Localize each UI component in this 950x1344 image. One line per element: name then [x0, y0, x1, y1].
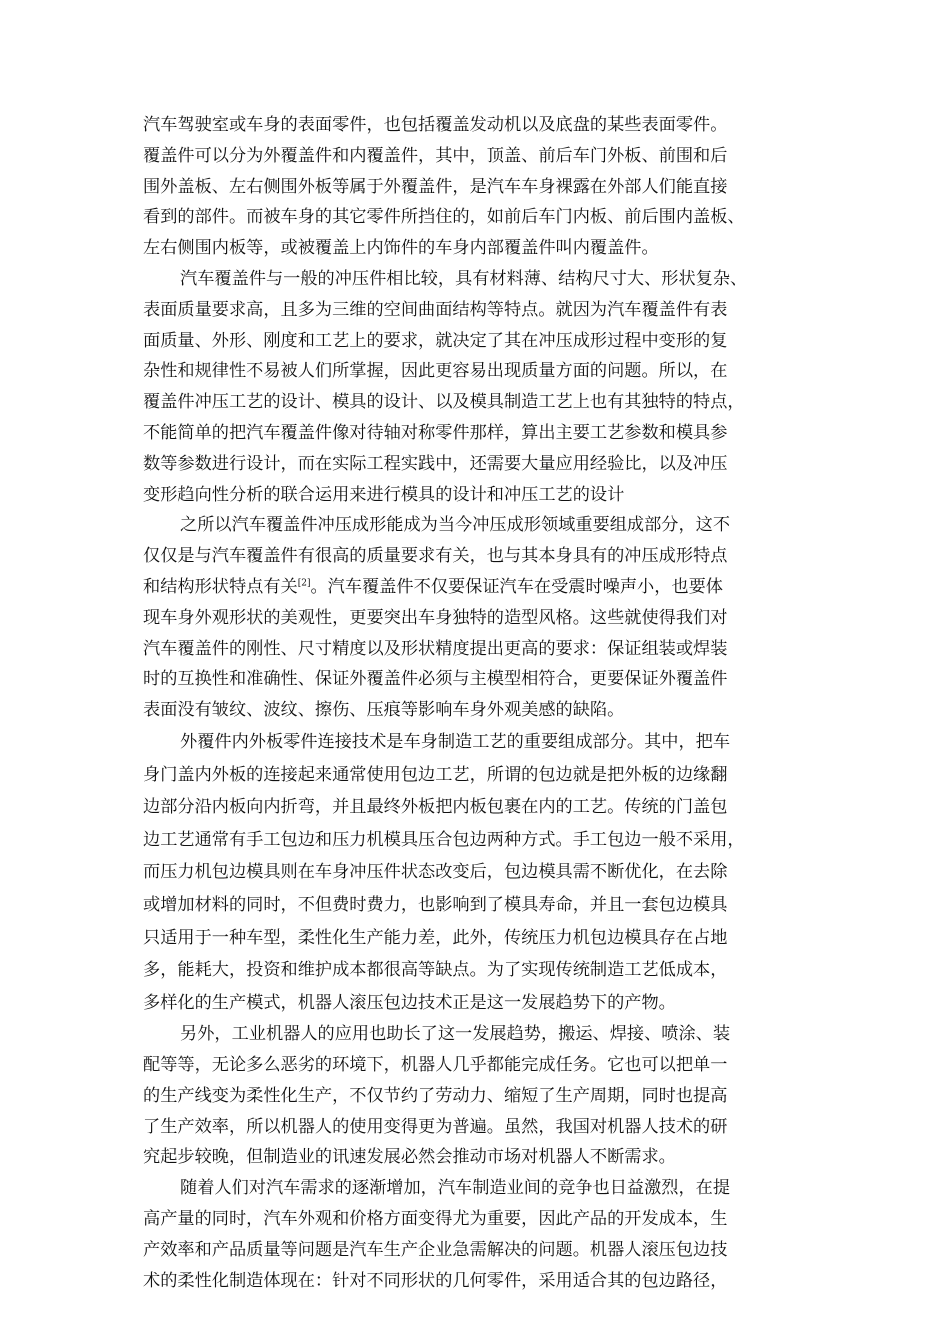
- text-line: 而压力机包边模具则在车身冲压件状态改变后，包边模具需不断优化，在去除: [143, 862, 728, 883]
- text-line: 配等等，无论多么恶劣的环境下，机器人几乎都能完成任务。它也可以把单一: [143, 1055, 728, 1076]
- text-line: 或增加材料的同时，不但费时费力，也影响到了模具寿命，并且一套包边模具: [143, 894, 728, 915]
- paragraph-6: [143, 1173, 808, 1296]
- text-line: 覆盖件可以分为外覆盖件和内覆盖件，其中，顶盖、前后车门外板、前围和后: [143, 145, 728, 166]
- text-segment: 。汽车覆盖件不仅要保证汽车在受震时噪声小，也要体: [310, 576, 723, 597]
- text-line: 外覆件内外板零件连接技术是车身制造工艺的重要组成部分。其中，把车: [180, 731, 731, 752]
- text-line: 汽车覆盖件的刚性、尺寸精度以及形状精度提出更高的要求：保证组装或焊装: [143, 638, 728, 659]
- text-line: [143, 572, 808, 603]
- text-line: 现车身外观形状的美观性，更要突出车身独特的造型风格。这些就使得我们对: [143, 607, 728, 628]
- text-line: 边工艺通常有手工包边和压力机模具压合包边两种方式。手工包边一般不采用，: [143, 829, 745, 850]
- text-line: 表面质量要求高，且多为三维的空间曲面结构等特点。就因为汽车覆盖件有表: [143, 299, 728, 320]
- text-line: 仅仅是与汽车覆盖件有很高的质量要求有关，也与其本身具有的冲压成形特点: [143, 546, 728, 567]
- text-line: 变形趋向性分析的联合运用来进行模具的设计和冲压工艺的设计: [143, 484, 625, 505]
- text-segment: 和结构形状特点有关: [143, 576, 298, 597]
- text-line: 随着人们对汽车需求的逐渐增加，汽车制造业间的竞争也日益激烈，在提: [180, 1178, 731, 1199]
- text-line: 时的互换性和准确性、保证外覆盖件必须与主模型相符合，更要保证外覆盖件: [143, 669, 728, 690]
- text-line: 究起步较晚，但制造业的讯速发展必然会推动市场对机器人不断需求。: [143, 1147, 676, 1168]
- text-line: 产效率和产品质量等问题是汽车生产企业急需解决的问题。机器人滚压包边技: [143, 1239, 728, 1260]
- text-line: 不能简单的把汽车覆盖件像对待轴对称零件那样，算出主要工艺参数和模具参: [143, 422, 728, 443]
- paragraph-1: [143, 110, 808, 264]
- paragraph-2: [143, 264, 808, 510]
- text-line: 汽车驾驶室或车身的表面零件，也包括覆盖发动机以及底盘的某些表面零件。: [143, 115, 728, 135]
- text-line: 之所以汽车覆盖件冲压成形能成为当今冲压成形领域重要组成部分，这不: [180, 515, 731, 536]
- text-line: 覆盖件冲压工艺的设计、模具的设计、以及模具制造工艺上也有其独特的特点，: [143, 392, 745, 413]
- text-line: 左右侧围内板等，或被覆盖上内饰件的车身内部覆盖件叫内覆盖件。: [143, 238, 659, 259]
- paragraph-5: [143, 1019, 808, 1173]
- text-line: 身门盖内外板的连接起来通常使用包边工艺，所谓的包边就是把外板的边缘翻: [143, 764, 728, 785]
- text-line: 高产量的同时，汽车外观和价格方面变得尤为重要，因此产品的开发成本，生: [143, 1209, 728, 1230]
- text-line: 汽车覆盖件与一般的冲压件相比较，具有材料薄、结构尺寸大、形状复杂、: [180, 268, 748, 289]
- text-line: 了生产效率，所以机器人的使用变得更为普遍。虽然，我国对机器人技术的研: [143, 1116, 728, 1137]
- text-line: 边部分沿内板向内折弯，并且最终外板把内板包裹在内的工艺。传统的门盖包: [143, 797, 728, 818]
- text-line: 表面没有皱纹、波纹、擦伤、压痕等影响车身外观美感的缺陷。: [143, 700, 625, 721]
- citation-ref: [2]: [297, 578, 311, 589]
- text-line: 围外盖板、左右侧围外板等属于外覆盖件，是汽车车身裸露在外部人们能直接: [143, 176, 728, 197]
- text-line: 的生产线变为柔性化生产，不仅节约了劳动力、缩短了生产周期，同时也提高: [143, 1085, 728, 1106]
- text-line: 面质量、外形、刚度和工艺上的要求，就决定了其在冲压成形过程中变形的复: [143, 330, 728, 351]
- text-line: 杂性和规律性不易被人们所掌握，因此更容易出现质量方面的问题。所以，在: [143, 361, 728, 382]
- text-line: 多，能耗大，投资和维护成本都很高等缺点。为了实现传统制造工艺低成本，: [143, 960, 728, 981]
- document-page: [143, 110, 808, 1296]
- paragraph-3: [143, 510, 808, 726]
- paragraph-4: [143, 726, 808, 1019]
- text-line: 看到的部件。而被车身的其它零件所挡住的，如前后车门内板、前后围内盖板、: [143, 207, 745, 228]
- text-line: 数等参数进行设计，而在实际工程实践中，还需要大量应用经验比，以及冲压: [143, 453, 728, 474]
- text-line: 术的柔性化制造体现在：针对不同形状的几何零件，采用适合其的包边路径，: [143, 1270, 728, 1291]
- text-line: 只适用于一种车型，柔性化生产能力差，此外，传统压力机包边模具存在占地: [143, 927, 728, 948]
- text-line: 另外，工业机器人的应用也助长了这一发展趋势，搬运、焊接、喷涂、装: [180, 1024, 731, 1045]
- text-line: 多样化的生产模式，机器人滚压包边技术正是这一发展趋势下的产物。: [143, 992, 676, 1013]
